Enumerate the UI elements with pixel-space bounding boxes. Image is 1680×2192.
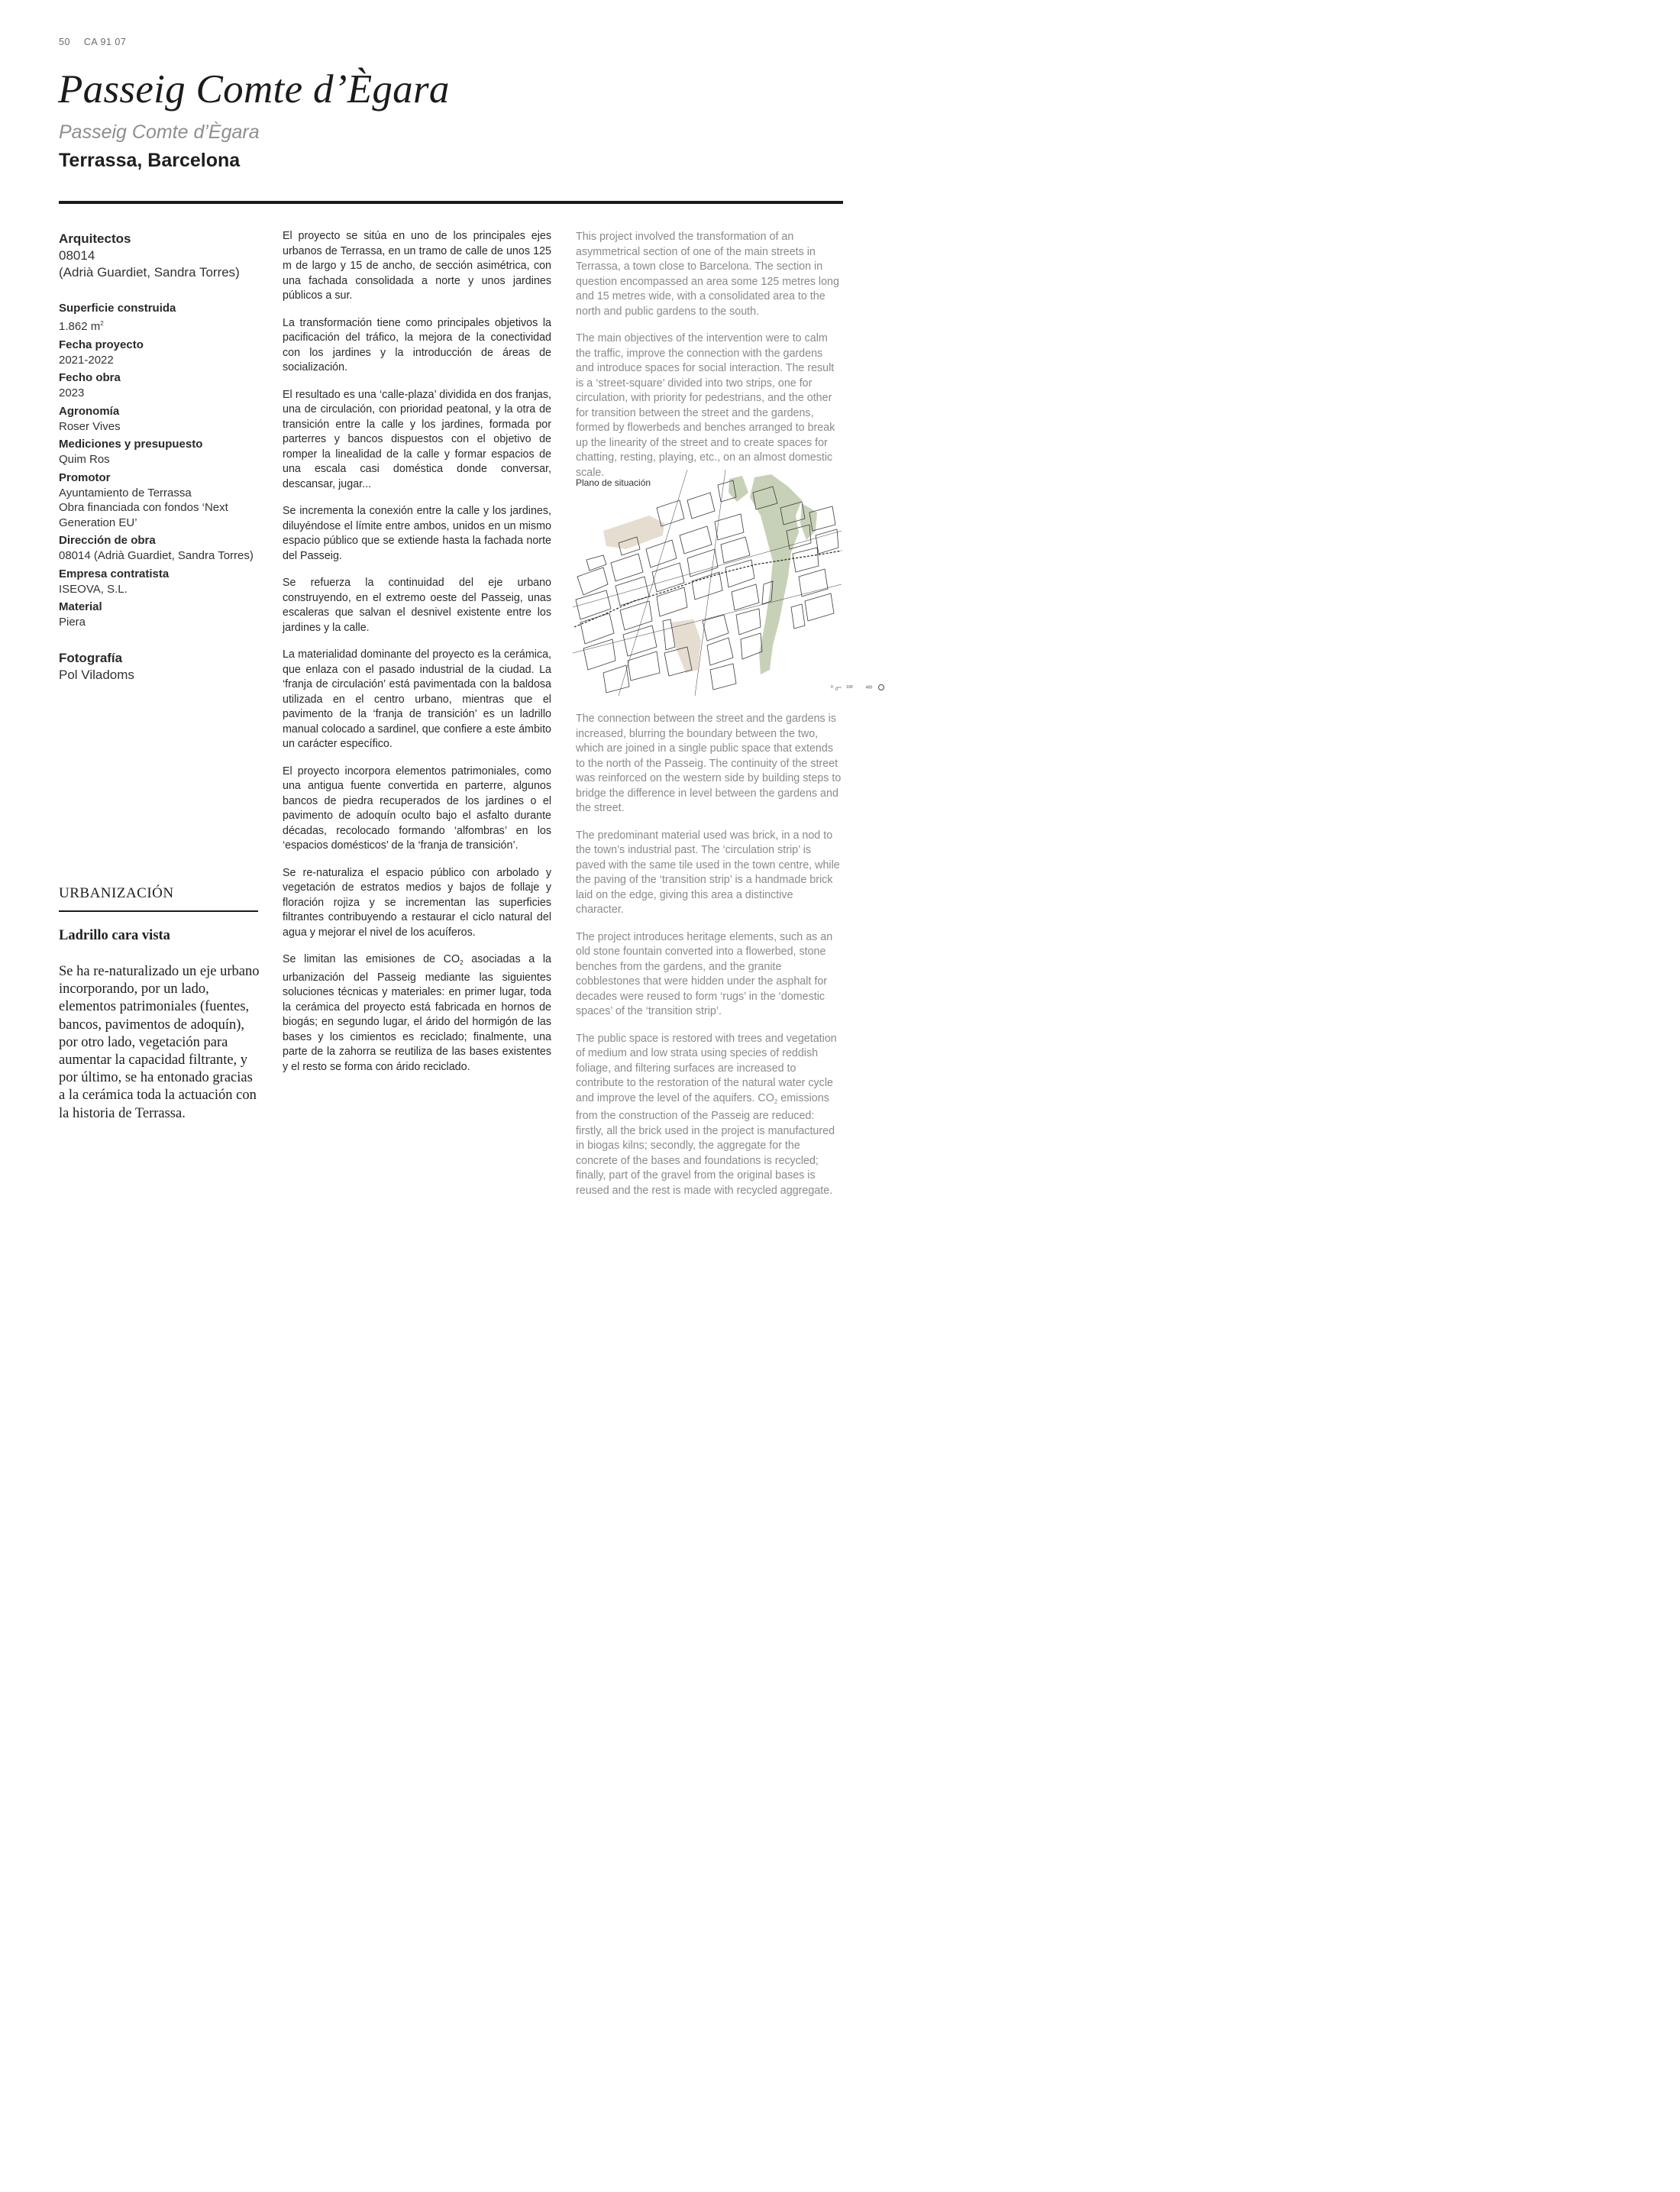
map-street-axis bbox=[574, 551, 842, 627]
scale-tick-400: 400 bbox=[865, 685, 873, 690]
spanish-paragraph-2: La transformación tiene como principales objetivos la pacificación del tráfico, la mejora de la conectividad con los jardines y la introducción de áreas de socialización. bbox=[283, 316, 551, 373]
credit-value-material: Piera bbox=[59, 616, 86, 629]
scale-tick-100: 100 bbox=[846, 685, 853, 690]
english-paragraph-2: The main objectives of the intervention were to calm the traffic, improve the connection with the gardens and introduce spaces for social interaction. The result is a ‘street-square’ divided into two strips, one for circulation, with priority for pedestrians, and the other for transition between the street and the gardens, formed by flowerbeds and benches arranged to break up the linearity of the street and to create spaces for chatting, resting, playing, etc., on an almost domestic scale. bbox=[576, 332, 835, 479]
credit-value-fotografia: Pol Viladoms bbox=[59, 667, 134, 682]
north-arrow-icon bbox=[878, 684, 884, 690]
page bbox=[0, 0, 916, 1197]
map-scale-row bbox=[831, 684, 884, 690]
spanish-p9-start: Se limitan las emisiones de CO bbox=[283, 953, 460, 965]
spanish-paragraph-6: La materialidad dominante del proyecto es la cerámica, que enlaza con el pasado industrial de la ciudad. La ‘franja de circulación’ está pavimentada con la baldosa utilizada en el centro urbano, mientras que el pavimento de la ‘franja de transición’ es un ladrillo manual colocado a sardinel, que confiere a este ámbito un carácter específico. bbox=[283, 648, 551, 750]
project-location: Terrassa, Barcelona bbox=[59, 150, 241, 171]
map-label: Plano de situación bbox=[576, 477, 651, 488]
spanish-paragraph-7: El proyecto incorpora elementos patrimoniales, como una antigua fuente convertida en parterre, algunos bancos de piedra recuperados de los jardines o el pavimento de adoquín oculto bajo el asfalto durante décadas, recolocado formando ‘alfombras’ en los ‘espacios domésticos’ de la ‘franja de transición’. bbox=[283, 765, 551, 852]
urbanizacion-subheading: Ladrillo cara vista bbox=[59, 928, 170, 943]
credit-value-arquitectos: 08014 bbox=[59, 248, 95, 263]
urbanizacion-heading: URBANIZACIÓN bbox=[59, 885, 174, 901]
spanish-paragraph-1: El proyecto se sitúa en uno de los principales ejes urbanos de Terrassa, en un tramo de calle de unos 125 m de largo y 15 de ancho, de sección asimétrica, con una fachada consolidada a norte y unos jardines públicos a sur. bbox=[283, 230, 551, 302]
scale-label-0: 0 bbox=[835, 687, 838, 692]
spanish-p9-end: asociadas a la urbanización del Passeig mediante las siguientes soluciones técnicas y materiales: en primer lugar, toda la cerámica del proyecto está fabricada en hornos de biogás; en segundo lugar, el árido del hormigón de las bases y los cimientos es reciclado; finalmente, una parte de la zahorra se reutiliza de las bases existentes y el resto se forma con árido reciclado. bbox=[283, 953, 552, 1073]
page-folio bbox=[59, 37, 126, 47]
credits-block bbox=[59, 231, 257, 684]
spanish-paragraph-9 bbox=[283, 952, 551, 1075]
english-paragraph-4: The predominant material used was brick, in a nod to the town’s industrial past. The ‘circulation strip’ is paved with the same tile used in the town centre, while the paving of the ‘transition strip’ is a handmade brick laid on the edge, giving this area a distinctive character. bbox=[576, 829, 840, 916]
spanish-paragraph-4: Se incrementa la conexión entre la calle y los jardines, diluyéndose el límite entre ambos, unidos en un mismo espacio público que se extiende hasta la fachada norte del Passeig. bbox=[283, 505, 551, 562]
credit-value-empresa: ISEOVA, S.L. bbox=[59, 582, 128, 596]
page-number: 50 bbox=[59, 37, 70, 47]
credit-label-material: Material bbox=[59, 600, 102, 613]
scale-tick-0: 0 bbox=[831, 685, 833, 690]
urbanizacion-body: Se ha re-naturalizado un eje urbano incorporando, por un lado, elementos patrimoniales (fuentes, bancos, pavimentos de adoquín), por otro lado, vegetación para aumentar la capacidad filtrante, y por último, se ha entonado gracias a la cerámica toda la actuación con la historia de Terrassa. bbox=[59, 964, 260, 1121]
spanish-p9-subscript: 2 bbox=[460, 959, 464, 966]
credit-label-fotografia: Fotografía bbox=[59, 650, 123, 665]
english-p6-subscript: 2 bbox=[774, 1098, 778, 1105]
credit-value-agronomia: Roser Vives bbox=[59, 419, 121, 433]
credit-value-fecha-obra: 2023 bbox=[59, 386, 85, 399]
credit-label-mediciones: Mediciones y presupuesto bbox=[59, 438, 203, 451]
page-title: Passeig Comte d’Ègara bbox=[58, 67, 450, 112]
issue-code: CA 91 07 bbox=[83, 37, 127, 47]
map-roads bbox=[573, 470, 842, 696]
spanish-paragraph-3: El resultado es una ‘calle-plaza’ dividida en dos franjas, una de circulación, con prioridad peatonal, y la otra de transición entre la calle y los jardines, formada por parterres y bancos dispuestos con el objetivo de romper la linealidad de la calle y formar espacios de una escala casi doméstica donde conversar, descansar, jugar... bbox=[283, 388, 551, 490]
credit-value-superficie bbox=[59, 316, 257, 335]
credit-value-promotor-funding: Obra financiada con fondos ‘Next Generation EU’ bbox=[59, 501, 228, 529]
map-blocks bbox=[576, 480, 838, 693]
credit-label-direccion: Dirección de obra bbox=[59, 534, 156, 547]
english-text-column-bottom bbox=[576, 712, 843, 1211]
english-paragraph-1: This project involved the transformation of an asymmetrical section of one of the main streets in Terrassa, a town close to Barcelona. The section in question encompassed an area some 125 metres long and 15 metres wide, with a consolidated area to the north and public gardens to the south. bbox=[576, 231, 839, 318]
english-paragraph-5: The project introduces heritage elements, such as an old stone fountain converted into a flowerbed, stone benches from the gardens, and the granite cobblestones that were hidden under the asphalt for decades were reused to form ‘rugs’ in the ‘domestic spaces’ of the ‘transition strip’. bbox=[576, 930, 833, 1017]
superficie-number: 1.862 m bbox=[59, 320, 101, 333]
site-plan-map bbox=[573, 470, 842, 696]
spanish-paragraph-8: Se re-naturaliza el espacio público con arbolado y vegetación de estratos medios y bajos de follaje y floración rojiza y se incrementan las superficies filtrantes contribuyendo a restaurar el ciclo natural del agua y mejorar el nivel de los acuíferos. bbox=[283, 866, 551, 939]
superficie-exponent: 2 bbox=[100, 320, 104, 327]
english-paragraph-6 bbox=[576, 1032, 843, 1199]
credit-label-fecha-obra: Fecho obra bbox=[59, 371, 121, 384]
credit-label-promotor: Promotor bbox=[59, 470, 111, 484]
credit-label-arquitectos: Arquitectos bbox=[59, 231, 131, 246]
spanish-text-column bbox=[283, 229, 551, 1087]
spanish-paragraph-5: Se refuerza la continuidad del eje urbano construyendo, en el extremo oeste del Passeig, unas escaleras que salvan el desnivel existente entre los jardines y la calle. bbox=[283, 577, 551, 634]
page-subtitle: Passeig Comte d’Ègara bbox=[59, 121, 260, 143]
credit-value-fecha-proyecto: 2021-2022 bbox=[59, 353, 114, 367]
credit-label-fecha-proyecto: Fecha proyecto bbox=[59, 338, 144, 351]
credit-label-empresa: Empresa contratista bbox=[59, 567, 170, 580]
english-paragraph-3: The connection between the street and the gardens is increased, blurring the boundary between the two, which are joined in a single public space that extends to the north of the Passeig. The continuity of the street was reinforced on the western side by building steps to bridge the difference in level between the gardens and the street. bbox=[576, 713, 842, 814]
english-p6-start: The public space is restored with trees and vegetation of medium and low strata using species of reddish foliage, and filtering surfaces are increased to contribute to the restoration of the natural water cycle and improve the level of the aquifers. CO bbox=[576, 1032, 837, 1104]
credit-value-promotor: Ayuntamiento de Terrassa bbox=[59, 486, 192, 500]
english-text-column-top bbox=[576, 230, 843, 493]
credit-label-superficie: Superficie construida bbox=[59, 302, 176, 315]
credit-value-arquitectos-names: (Adrià Guardiet, Sandra Torres) bbox=[59, 265, 240, 280]
english-p6-end: emissions from the construction of the Passeig are reduced: firstly, all the brick used in the project is manufactured in biogas kilns; secondly, the aggregate for the concrete of the bases and foundations is recycled; finally, part of the gravel from the original bases is reused and the rest is made with recycled aggregate. bbox=[576, 1091, 835, 1197]
credit-value-direccion: 08014 (Adrià Guardiet, Sandra Torres) bbox=[59, 549, 254, 562]
credit-value-mediciones: Quim Ros bbox=[59, 453, 110, 466]
header-divider bbox=[59, 201, 843, 204]
credit-label-agronomia: Agronomía bbox=[59, 404, 120, 418]
urbanizacion-divider bbox=[59, 910, 258, 912]
